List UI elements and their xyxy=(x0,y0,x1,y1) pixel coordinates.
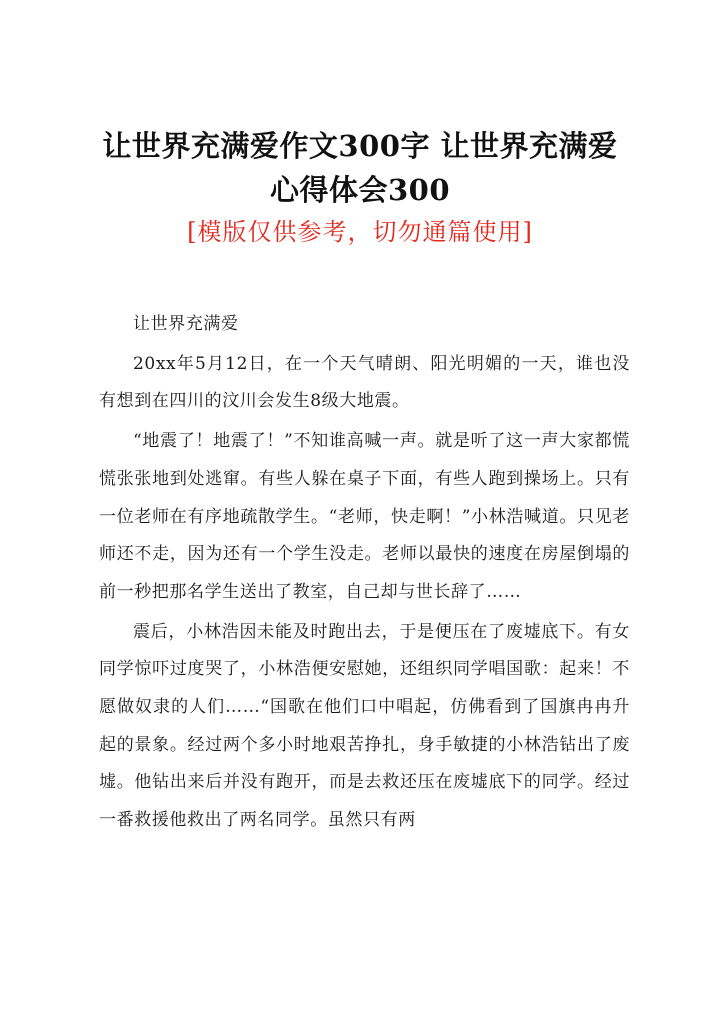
paragraph: 20xx年5月12日，在一个天气晴朗、阳光明媚的一天，谁也没有想到在四川的汶川会发生8级大地震。 xyxy=(99,353,630,412)
paragraph: “地震了！地震了！”不知谁高喊一声。就是听了这一声大家都慌慌张张地到处逃窜。有些人躲在桌子下面，有些人跑到操场上。只有一位老师在有序地疏散学生。“老师，快走啊！”小林浩喊道。只见老师还不走，因为还有一个学生没走。老师以最快的速度在房屋倒塌的前一秒把那名学生送出了教室，自己却与世长辞了…… xyxy=(99,431,630,602)
document-body xyxy=(99,306,630,840)
paragraph: 震后，小林浩因未能及时跑出去，于是便压在了废墟底下。有女同学惊吓过度哭了，小林浩便安慰她，还组织同学唱国歌：起来！不愿做奴隶的人们……“国歌在他们口中唱起，仿佛看到了国旗冉冉升起的景象。经过两个多小时地艰苦挣扎，身手敏捷的小林浩钻出了废墟。他钻出来后并没有跑开，而是去救还压在废墟底下的同学。经过一番救援他救出了两名同学。虽然只有两 xyxy=(99,621,630,831)
template-notice: [模版仅供参考，切勿通篇使用] xyxy=(187,218,533,246)
paragraph-heading: 让世界充满爱 xyxy=(133,314,239,334)
document-title: 让世界充满爱作文300字 让世界充满爱心得体会300 xyxy=(102,129,618,207)
